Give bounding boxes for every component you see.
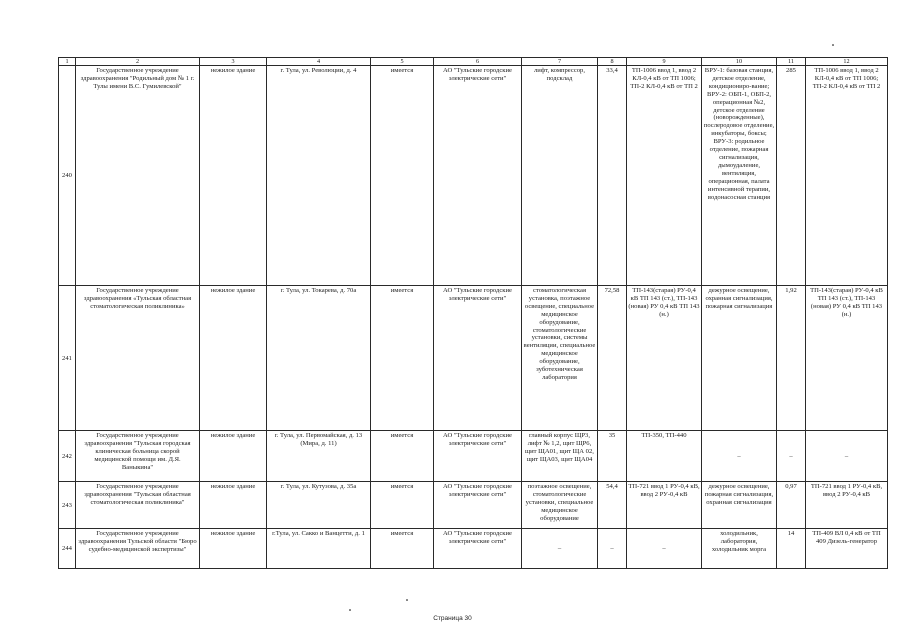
scan-speck	[349, 609, 351, 611]
scan-speck	[832, 44, 834, 46]
backup-power-cell: 1,92	[777, 286, 806, 431]
row-number: 244	[59, 529, 76, 569]
owner-cell: Государственное учреждение здравоохранения «Тульская областная стоматологическая поликлиника»	[76, 286, 200, 431]
object-type-cell: нежилое здание	[200, 66, 267, 286]
object-type-cell: нежилое здание	[200, 529, 267, 569]
object-type-cell: нежилое здание	[200, 482, 267, 529]
operator-cell: АО "Тульские городские электрические сети"	[434, 431, 522, 482]
operator-cell: АО "Тульские городские электрические сети"	[434, 66, 522, 286]
address-cell: г. Тула, ул. Кутузова, д. 35а	[267, 482, 371, 529]
backup-power-cell: 14	[777, 529, 806, 569]
column-number-9: 9	[627, 58, 702, 66]
power-cell: 35	[598, 431, 627, 482]
status-cell: имеется	[371, 286, 434, 431]
column-number-12: 12	[806, 58, 888, 66]
column-number-4: 4	[267, 58, 371, 66]
column-number-11: 11	[777, 58, 806, 66]
backup-power-cell: 285	[777, 66, 806, 286]
table-row	[59, 529, 888, 569]
row-number: 241	[59, 286, 76, 431]
source-cell: –	[627, 529, 702, 569]
page-number: Страница 30	[433, 615, 472, 622]
column-number-6: 6	[434, 58, 522, 66]
column-number-1: 1	[59, 58, 76, 66]
scan-speck	[406, 599, 408, 601]
header-row	[59, 58, 888, 66]
consumers-cell: ВРУ-1: базовая станция, детское отделение, кондициониро-вание; ВРУ-2: ОБП-1, ОБП-2, операционная №2, детское отделение (новорожденные), послеродовое отделение, инкубаторы, боксы; ВРУ-3: родильное отделение, пожарная сигнализация, дымоудаление, вентиляция, операционная, палата интенсивной терапии, водонасосная станция	[702, 66, 777, 286]
row-number: 240	[59, 66, 76, 286]
operator-cell: АО "Тульские городские электрические сети"	[434, 529, 522, 569]
address-cell: г.Тула, ул. Сакко и Ванцетти, д. 1	[267, 529, 371, 569]
column-number-5: 5	[371, 58, 434, 66]
column-number-3: 3	[200, 58, 267, 66]
object-type-cell: нежилое здание	[200, 286, 267, 431]
row-number: 242	[59, 431, 76, 482]
backup-source-cell: ТП-1006 ввод 1, ввод 2 КЛ-0,4 кВ от ТП 1006; ТП-2 КЛ-0,4 кВ от ТП 2	[806, 66, 888, 286]
backup-source-cell: ТП-721 ввод 1 РУ-0,4 кВ, ввод 2 РУ-0,4 кВ	[806, 482, 888, 529]
column-number-2: 2	[76, 58, 200, 66]
power-cell: 72,58	[598, 286, 627, 431]
owner-cell: Государственное учреждение здравоохранения Тульской области "Бюро судебно-медицинской экспертизы"	[76, 529, 200, 569]
equipment-cell: лифт, компрессор, подсклад	[522, 66, 598, 286]
power-cell: –	[598, 529, 627, 569]
owner-cell: Государственное учреждение здравоохранения "Тульская областная стоматологическая поликлиника"	[76, 482, 200, 529]
table-row	[59, 431, 888, 482]
table-row	[59, 286, 888, 431]
equipment-cell: главный корпус ЩР3, лифт № 1,2, щит ЩР6, щит ЩА01, щит ЩА 02, щит ЩА03, щит ЩА04	[522, 431, 598, 482]
status-cell: имеется	[371, 529, 434, 569]
address-cell: г. Тула, ул. Революции, д. 4	[267, 66, 371, 286]
consumers-cell: –	[702, 431, 777, 482]
address-cell: г. Тула, ул. Токарева, д. 70а	[267, 286, 371, 431]
equipment-cell: –	[522, 529, 598, 569]
consumers-cell: дежурное освещение, охранная сигнализация, пожарная сигнализация	[702, 286, 777, 431]
owner-cell: Государственное учреждение здравоохранения "Тульская городская клиническая больница скорой медицинской помощи им. Д.Я. Ваныкина"	[76, 431, 200, 482]
table-row	[59, 66, 888, 286]
column-number-7: 7	[522, 58, 598, 66]
backup-power-cell: 0,97	[777, 482, 806, 529]
power-cell: 54,4	[598, 482, 627, 529]
owner-cell: Государственное учреждение здравоохранения "Родильный дом № 1 г. Тулы имени В.С. Гумилевской"	[76, 66, 200, 286]
column-number-8: 8	[598, 58, 627, 66]
data-table	[58, 57, 888, 569]
table-row	[59, 482, 888, 529]
power-cell: 33,4	[598, 66, 627, 286]
backup-source-cell: ТП-143(старая) РУ-0,4 кВ ТП 143 (ст.), ТП-143 (новая) РУ 0,4 кВ ТП 143 (н.)	[806, 286, 888, 431]
operator-cell: АО "Тульские городские электрические сети"	[434, 482, 522, 529]
object-type-cell: нежилое здание	[200, 431, 267, 482]
status-cell: имеется	[371, 66, 434, 286]
status-cell: имеется	[371, 482, 434, 529]
equipment-cell: поэтажное освещение, стоматологические установки, специальное медицинское оборудование	[522, 482, 598, 529]
source-cell: ТП-721 ввод 1 РУ-0,4 кВ, ввод 2 РУ-0,4 кВ	[627, 482, 702, 529]
status-cell: имеется	[371, 431, 434, 482]
backup-source-cell: ТП-409 ВЛ 0,4 кВ от ТП 409 Дизель-генератор	[806, 529, 888, 569]
address-cell: г. Тула, ул. Первомайская, д. 13 (Мира, д. 11)	[267, 431, 371, 482]
source-cell: ТП-1006 ввод 1, ввод 2 КЛ-0,4 кВ от ТП 1006; ТП-2 КЛ-0,4 кВ от ТП 2	[627, 66, 702, 286]
source-cell: ТП-350, ТП-440	[627, 431, 702, 482]
row-number: 243	[59, 482, 76, 529]
consumers-cell: дежурное освещение, пожарная сигнализация, охранная сигнализация	[702, 482, 777, 529]
operator-cell: АО "Тульские городские электрические сети"	[434, 286, 522, 431]
column-number-10: 10	[702, 58, 777, 66]
backup-source-cell: –	[806, 431, 888, 482]
source-cell: ТП-143(старая) РУ-0,4 кВ ТП 143 (ст.), ТП-143 (новая) РУ 0,4 кВ ТП 143 (н.)	[627, 286, 702, 431]
equipment-cell: стоматологическая установка, поэтажное освещение, специальное медицинское оборудование, стоматологические установки, системы вентиляции, специальное медицинское оборудование, зуботехническая лаборатория	[522, 286, 598, 431]
backup-power-cell: –	[777, 431, 806, 482]
consumers-cell: холодильник, лаборатория, холодильник морга	[702, 529, 777, 569]
